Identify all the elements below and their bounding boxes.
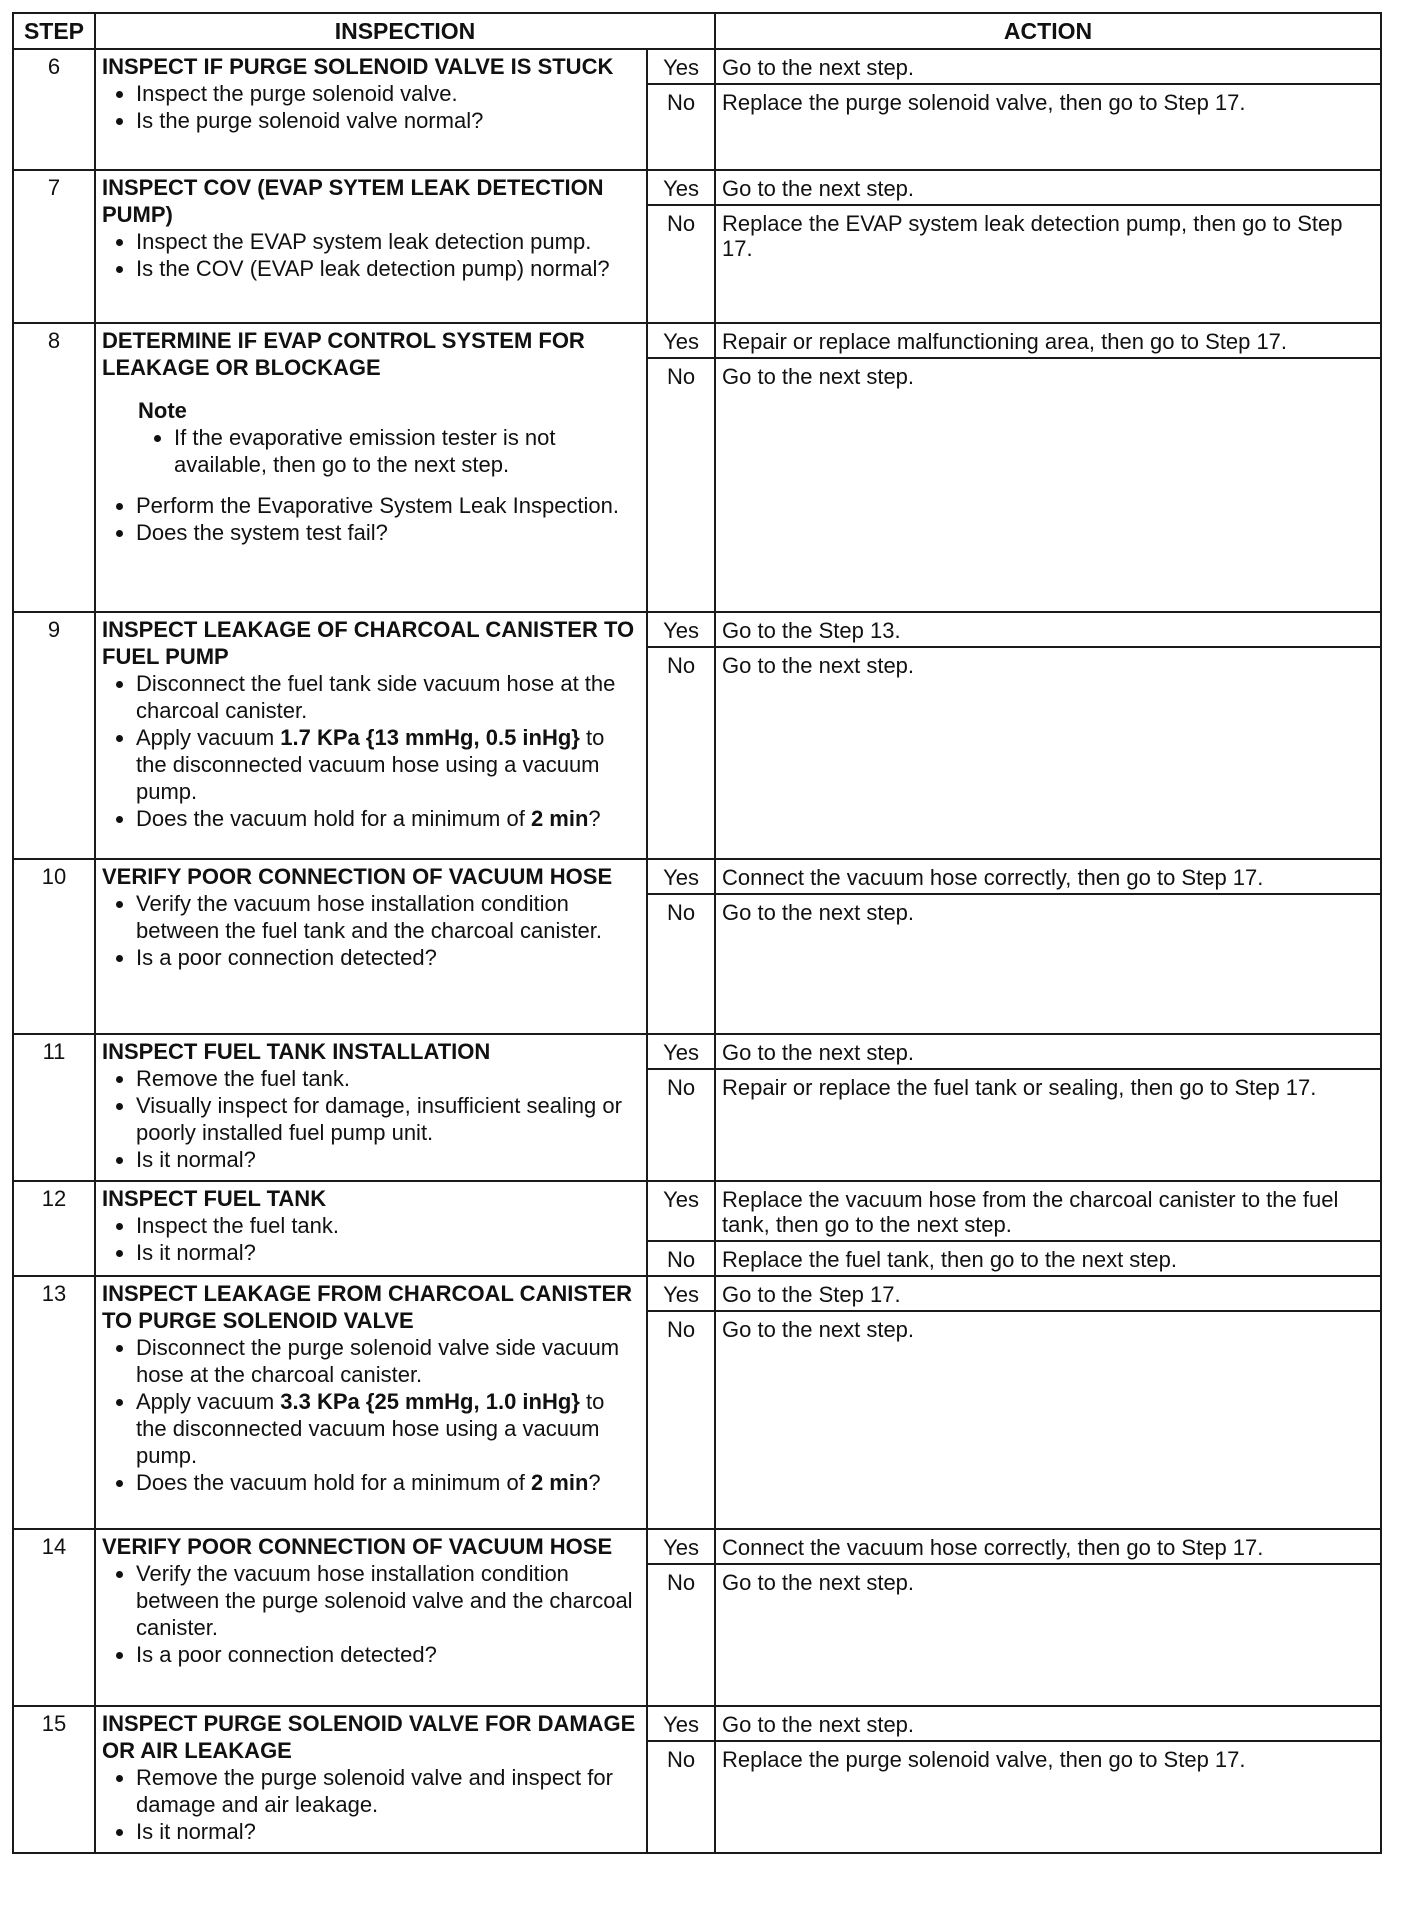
inspection-cell xyxy=(95,1276,647,1529)
inspection-bullets xyxy=(102,890,640,971)
table-row xyxy=(13,49,1381,84)
inspection-bullets xyxy=(102,670,640,832)
bullet-item: • Disconnect the fuel tank side vacuum hose at the charcoal canister. xyxy=(136,670,640,724)
time-spec: 2 min xyxy=(530,1470,589,1495)
step-number: 7 xyxy=(13,170,95,323)
table-row xyxy=(13,1181,1381,1241)
inspection-cell xyxy=(95,612,647,859)
yes-label: Yes xyxy=(647,1529,715,1564)
inspection-cell xyxy=(95,49,647,170)
vacuum-spec: 1.7 KPa {13 mmHg, 0.5 inHg} xyxy=(280,725,580,750)
inspection-title: INSPECT LEAKAGE OF CHARCOAL CANISTER TO FUEL PUMP xyxy=(102,617,635,669)
no-action: Repair or replace the fuel tank or sealing, then go to Step 17. xyxy=(715,1069,1381,1181)
yes-action: Go to the next step. xyxy=(715,170,1381,205)
no-label: No xyxy=(647,647,715,859)
bullet-item xyxy=(136,724,640,805)
bullet-item: • Perform the Evaporative System Leak Inspection. xyxy=(136,492,640,519)
inspection-bullets xyxy=(102,1560,640,1668)
bullet-item: • Is a poor connection detected? xyxy=(136,944,640,971)
step-number: 6 xyxy=(13,49,95,170)
table-row xyxy=(13,1529,1381,1564)
bullet-text: to the disconnected vacuum hose using a vacuum pump. xyxy=(136,1389,605,1468)
bullet-item: • Inspect the EVAP system leak detection pump. xyxy=(136,228,640,255)
bullet-text: Does the vacuum hold for a minimum of xyxy=(136,1470,531,1495)
bullet-item xyxy=(136,805,640,832)
yes-action: Go to the next step. xyxy=(715,49,1381,84)
bullet-text: Does the vacuum hold for a minimum of xyxy=(136,806,531,831)
table-row xyxy=(13,1276,1381,1311)
no-label: No xyxy=(647,205,715,323)
note-bullet-item: • If the evaporative emission tester is not available, then go to the next step. xyxy=(174,424,640,478)
bullet-item: • Is the purge solenoid valve normal? xyxy=(136,107,640,134)
inspection-column-header: INSPECTION xyxy=(95,13,715,49)
bullet-item: • Is a poor connection detected? xyxy=(136,1641,640,1668)
yes-label: Yes xyxy=(647,1276,715,1311)
bullet-item: • Visually inspect for damage, insufficient sealing or poorly installed fuel pump unit. xyxy=(136,1092,640,1146)
note-block xyxy=(138,397,640,478)
inspection-title: INSPECT FUEL TANK INSTALLATION xyxy=(102,1039,491,1064)
bullet-item: • Inspect the purge solenoid valve. xyxy=(136,80,640,107)
step-number: 10 xyxy=(13,859,95,1034)
table-row xyxy=(13,859,1381,894)
yes-label: Yes xyxy=(647,323,715,358)
no-action: Replace the purge solenoid valve, then go to Step 17. xyxy=(715,1741,1381,1853)
step-number: 11 xyxy=(13,1034,95,1181)
yes-action: Go to the Step 13. xyxy=(715,612,1381,647)
inspection-title: INSPECT IF PURGE SOLENOID VALVE IS STUCK xyxy=(102,54,614,79)
no-action: Go to the next step. xyxy=(715,1311,1381,1529)
bullet-item xyxy=(136,1388,640,1469)
inspection-bullets xyxy=(102,1334,640,1496)
no-action: Go to the next step. xyxy=(715,894,1381,1034)
step-number: 12 xyxy=(13,1181,95,1276)
time-spec: 2 min xyxy=(530,806,589,831)
inspection-bullets xyxy=(102,80,640,134)
yes-label: Yes xyxy=(647,1034,715,1069)
inspection-bullets xyxy=(102,1212,640,1266)
bullet-text: Apply vacuum xyxy=(136,725,281,750)
inspection-bullets xyxy=(102,1764,640,1845)
no-label: No xyxy=(647,1741,715,1853)
bullet-item: • Remove the fuel tank. xyxy=(136,1065,640,1092)
bullet-item: • Is it normal? xyxy=(136,1239,640,1266)
inspection-title: INSPECT PURGE SOLENOID VALVE FOR DAMAGE OR AIR LEAKAGE xyxy=(102,1711,636,1763)
table-header-row xyxy=(13,13,1381,49)
yes-action: Connect the vacuum hose correctly, then go to Step 17. xyxy=(715,1529,1381,1564)
bullet-item: • Is it normal? xyxy=(136,1146,640,1173)
inspection-title: INSPECT COV (EVAP SYTEM LEAK DETECTION PUMP) xyxy=(102,175,604,227)
no-label: No xyxy=(647,1069,715,1181)
bullet-item: • Is it normal? xyxy=(136,1818,640,1845)
yes-action: Go to the next step. xyxy=(715,1034,1381,1069)
inspection-bullets xyxy=(102,1065,640,1173)
no-label: No xyxy=(647,84,715,170)
inspection-title: VERIFY POOR CONNECTION OF VACUUM HOSE xyxy=(102,1534,613,1559)
inspection-cell xyxy=(95,1529,647,1706)
step-number: 8 xyxy=(13,323,95,612)
inspection-title: INSPECT FUEL TANK xyxy=(102,1186,327,1211)
bullet-item xyxy=(136,1469,640,1496)
no-action: Replace the EVAP system leak detection pump, then go to Step 17. xyxy=(715,205,1381,323)
step-number: 15 xyxy=(13,1706,95,1853)
no-label: No xyxy=(647,358,715,612)
yes-label: Yes xyxy=(647,1706,715,1741)
yes-action: Replace the vacuum hose from the charcoal canister to the fuel tank, then go to the next step. xyxy=(715,1181,1381,1241)
table-row xyxy=(13,323,1381,358)
no-action: Go to the next step. xyxy=(715,1564,1381,1706)
yes-label: Yes xyxy=(647,49,715,84)
inspection-table xyxy=(12,12,1382,1854)
no-label: No xyxy=(647,1564,715,1706)
bullet-item: • Does the system test fail? xyxy=(136,519,640,546)
note-title: Note xyxy=(138,398,187,423)
bullet-item: • Verify the vacuum hose installation condition between the purge solenoid valve and the charcoal canister. xyxy=(136,1560,640,1641)
yes-action: Go to the next step. xyxy=(715,1706,1381,1741)
yes-action: Go to the Step 17. xyxy=(715,1276,1381,1311)
yes-label: Yes xyxy=(647,170,715,205)
bullet-item: • Is the COV (EVAP leak detection pump) normal? xyxy=(136,255,640,282)
yes-label: Yes xyxy=(647,1181,715,1241)
diagnostic-procedure-page xyxy=(12,12,1380,1854)
bullet-item: • Verify the vacuum hose installation condition between the fuel tank and the charcoal canister. xyxy=(136,890,640,944)
bullet-text: to the disconnected vacuum hose using a vacuum pump. xyxy=(136,725,605,804)
no-action: Go to the next step. xyxy=(715,358,1381,612)
yes-action: Connect the vacuum hose correctly, then go to Step 17. xyxy=(715,859,1381,894)
yes-label: Yes xyxy=(647,612,715,647)
no-action: Go to the next step. xyxy=(715,647,1381,859)
bullet-item: • Remove the purge solenoid valve and inspect for damage and air leakage. xyxy=(136,1764,640,1818)
inspection-cell xyxy=(95,170,647,323)
no-action: Replace the fuel tank, then go to the next step. xyxy=(715,1241,1381,1276)
no-label: No xyxy=(647,894,715,1034)
table-row xyxy=(13,612,1381,647)
no-label: No xyxy=(647,1311,715,1529)
no-label: No xyxy=(647,1241,715,1276)
bullet-text: ? xyxy=(588,806,601,831)
vacuum-spec: 3.3 KPa {25 mmHg, 1.0 inHg} xyxy=(280,1389,580,1414)
no-action: Replace the purge solenoid valve, then go to Step 17. xyxy=(715,84,1381,170)
step-number: 14 xyxy=(13,1529,95,1706)
inspection-cell xyxy=(95,1034,647,1181)
bullet-text: Apply vacuum xyxy=(136,1389,281,1414)
yes-label: Yes xyxy=(647,859,715,894)
inspection-title: VERIFY POOR CONNECTION OF VACUUM HOSE xyxy=(102,864,613,889)
inspection-cell xyxy=(95,1706,647,1853)
note-bullets xyxy=(138,424,640,478)
step-column-header: STEP xyxy=(13,13,95,49)
inspection-cell xyxy=(95,323,647,612)
bullet-item: • Disconnect the purge solenoid valve side vacuum hose at the charcoal canister. xyxy=(136,1334,640,1388)
yes-action: Repair or replace malfunctioning area, then go to Step 17. xyxy=(715,323,1381,358)
bullet-item: • Inspect the fuel tank. xyxy=(136,1212,640,1239)
step-number: 9 xyxy=(13,612,95,859)
inspection-cell xyxy=(95,859,647,1034)
inspection-bullets xyxy=(102,492,640,546)
table-row xyxy=(13,1706,1381,1741)
action-column-header: ACTION xyxy=(715,13,1381,49)
table-row xyxy=(13,1034,1381,1069)
inspection-bullets xyxy=(102,228,640,282)
bullet-text: ? xyxy=(588,1470,601,1495)
step-number: 13 xyxy=(13,1276,95,1529)
inspection-title: INSPECT LEAKAGE FROM CHARCOAL CANISTER TO PURGE SOLENOID VALVE xyxy=(102,1281,633,1333)
table-row xyxy=(13,170,1381,205)
inspection-title: DETERMINE IF EVAP CONTROL SYSTEM FOR LEAKAGE OR BLOCKAGE xyxy=(102,328,585,380)
inspection-cell xyxy=(95,1181,647,1276)
